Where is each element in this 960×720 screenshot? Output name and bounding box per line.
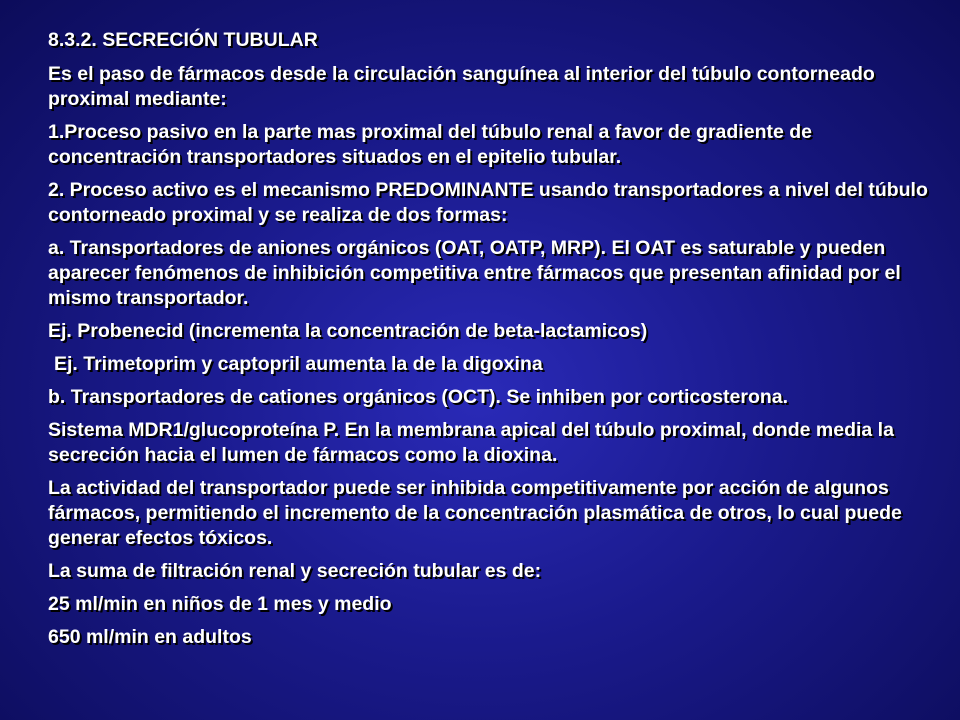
- paragraph-anion-transporters: a. Transportadores de aniones orgánicos (OAT, OATP, MRP). El OAT es saturable y pueden aparecer fenómenos de inhibición competitiva entre fármacos que presentan afinidad por el mismo transportador.: [48, 237, 901, 309]
- slide-content: [48, 28, 928, 658]
- paragraph-example-probenecid: Ej. Probenecid (incrementa la concentración de beta-lactamicos): [48, 320, 648, 342]
- paragraph-mdr1-system: Sistema MDR1/glucoproteína P. En la membrana apical del túbulo proximal, donde media la secreción hacia el lumen de fármacos como la dioxina.: [48, 419, 894, 466]
- paragraph-active-process: 2. Proceso activo es el mecanismo PREDOMINANTE usando transportadores a nivel del túbulo contorneado proximal y se realiza de dos formas:: [48, 179, 928, 226]
- paragraph-children-rate: 25 ml/min en niños de 1 mes y medio: [48, 593, 392, 615]
- paragraph-example-trimetoprim: Ej. Trimetoprim y captopril aumenta la de la digoxina: [54, 353, 543, 375]
- paragraph-adult-rate: 650 ml/min en adultos: [48, 626, 252, 648]
- paragraph-passive-process: 1.Proceso pasivo en la parte mas proximal del túbulo renal a favor de gradiente de concentración transportadores situados en el epitelio tubular.: [48, 121, 812, 168]
- paragraph-definition: Es el paso de fármacos desde la circulación sanguínea al interior del túbulo contorneado proximal mediante:: [48, 63, 875, 110]
- paragraph-cation-transporters: b. Transportadores de cationes orgánicos (OCT). Se inhiben por corticosterona.: [48, 386, 789, 408]
- slide-title: 8.3.2. SECRECIÓN TUBULAR: [48, 29, 318, 51]
- paragraph-transporter-inhibition: La actividad del transportador puede ser inhibida competitivamente por acción de algunos fármacos, permitiendo el incremento de la concentración plasmática de otros, lo cual puede generar efectos tóxicos.: [48, 477, 902, 549]
- paragraph-sum-heading: La suma de filtración renal y secreción tubular es de:: [48, 560, 542, 582]
